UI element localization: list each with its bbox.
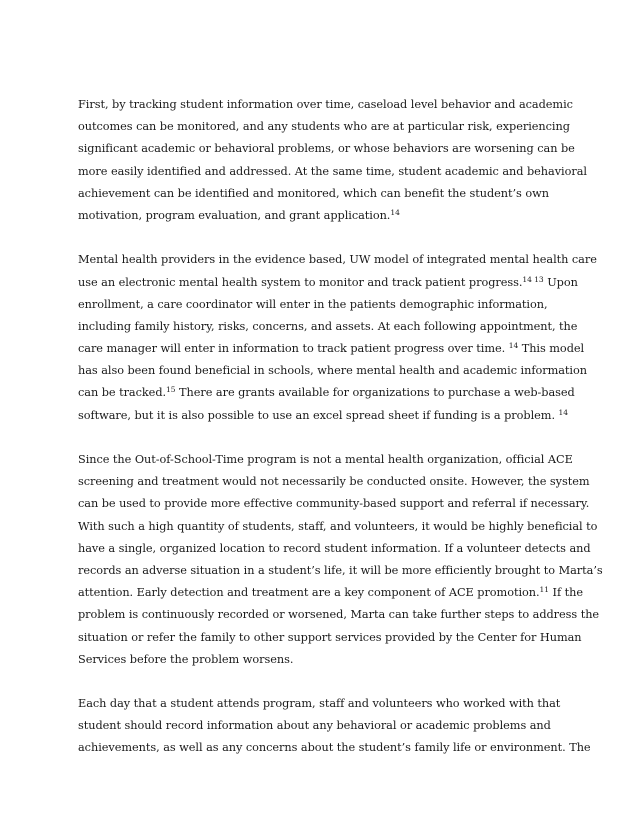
text-line: [78, 582, 583, 604]
text-line: [78, 116, 570, 138]
line-text-after-citation: If the: [549, 586, 583, 600]
text-line: [78, 183, 562, 205]
text-line: [78, 604, 600, 626]
text-line: [78, 649, 562, 671]
paragraph-1: [78, 94, 587, 227]
text-line: [78, 471, 590, 493]
text-line: [78, 205, 562, 227]
citation-superscript: 14: [390, 207, 400, 217]
text-line: [78, 560, 603, 582]
line-text: significant academic or behavioral problems, or whose behaviors are worsening can be: [78, 142, 575, 156]
paragraph-2: [78, 249, 597, 427]
text-line: [78, 138, 575, 160]
citation-superscript: 14: [558, 407, 568, 417]
text-line: [78, 382, 575, 404]
text-line: [78, 272, 578, 294]
text-line: [78, 360, 587, 382]
citation-superscript: 14: [508, 341, 519, 351]
line-text: use an electronic mental health system to monitor and track patient progress.: [78, 275, 523, 289]
text-line: [78, 94, 573, 116]
text-line: [78, 715, 562, 737]
line-text: can be tracked.: [78, 386, 167, 400]
citation-superscript: 11: [539, 585, 549, 595]
line-text: First, by tracking student information over time, caseload level behavior and academic: [78, 98, 573, 111]
text-line: [78, 737, 591, 759]
citation-superscript: 15: [166, 385, 176, 395]
line-text: enrollment, a care coordinator will enter in the patients demographic information,: [78, 297, 548, 311]
text-line: [78, 294, 562, 316]
line-text: problem is continuously recorded or worsened, Marta can take further steps to address the: [78, 608, 600, 622]
line-text: motivation, program evaluation, and grant application.: [78, 208, 391, 222]
text-line: [78, 449, 573, 471]
paragraph-4: [78, 693, 591, 760]
line-text: Each day that a student attends program, staff and volunteers who worked with that: [78, 697, 561, 711]
line-text: situation or refer the family to other support services provided by the Center for Human: [78, 630, 582, 644]
line-text: student should record information about any behavioral or academic problems and: [78, 719, 551, 733]
paragraph-3: [78, 449, 603, 671]
line-text: achievement can be identified and monitored, which can benefit the student’s own: [78, 186, 549, 200]
line-text: Services before the problem worsens.: [78, 652, 294, 666]
line-text: have a single, organized location to record student information. If a volunteer detects and: [78, 541, 591, 555]
line-text: With such a high quantity of students, staff, and volunteers, it would be highly beneficial to: [78, 519, 598, 533]
line-text: achievements, as well as any concerns about the student’s family life or environment. The: [78, 741, 591, 755]
line-text: outcomes can be monitored, and any students who are at particular risk, experiencing: [78, 120, 570, 134]
text-line: [78, 538, 591, 560]
text-line: [78, 161, 587, 183]
line-text: can be used to provide more effective community-based support and referral if necessary.: [78, 497, 590, 511]
line-text: has also been found beneficial in schools, where mental health and academic information: [78, 364, 587, 378]
line-text: Mental health providers in the evidence based, UW model of integrated mental health care: [78, 253, 597, 267]
text-line: [78, 516, 598, 538]
line-text: screening and treatment would not necessarily be conducted onsite. However, the system: [78, 475, 590, 489]
line-text: Since the Out-of-School-Time program is not a mental health organization, official ACE: [78, 453, 573, 466]
citation-superscript: 14 13: [522, 274, 544, 284]
text-line: [78, 627, 582, 649]
text-line: [78, 693, 562, 715]
line-text-after-citation: This model: [518, 342, 585, 356]
text-line: [78, 249, 597, 271]
text-line: [78, 493, 590, 515]
line-text-after-citation: There are grants available for organizations to purchase a web-based: [175, 386, 575, 400]
line-text: attention. Early detection and treatment are a key component of ACE promotion.: [78, 586, 540, 600]
line-text: care manager will enter in information to track patient progress over time.: [78, 342, 509, 356]
document-body: [78, 94, 603, 782]
line-text: more easily identified and addressed. At the same time, student academic and behavioral: [78, 164, 587, 178]
line-text: including family history, risks, concerns, and assets. At each following appointment, the: [78, 319, 578, 333]
line-text: records an adverse situation in a student’s life, it will be more efficiently brought to Marta’s: [78, 563, 603, 577]
line-text-after-citation: Upon: [543, 275, 578, 289]
text-line: [78, 405, 568, 427]
line-text: software, but it is also possible to use an excel spread sheet if funding is a problem.: [78, 408, 559, 422]
text-line: [78, 338, 585, 360]
text-line: [78, 316, 578, 338]
